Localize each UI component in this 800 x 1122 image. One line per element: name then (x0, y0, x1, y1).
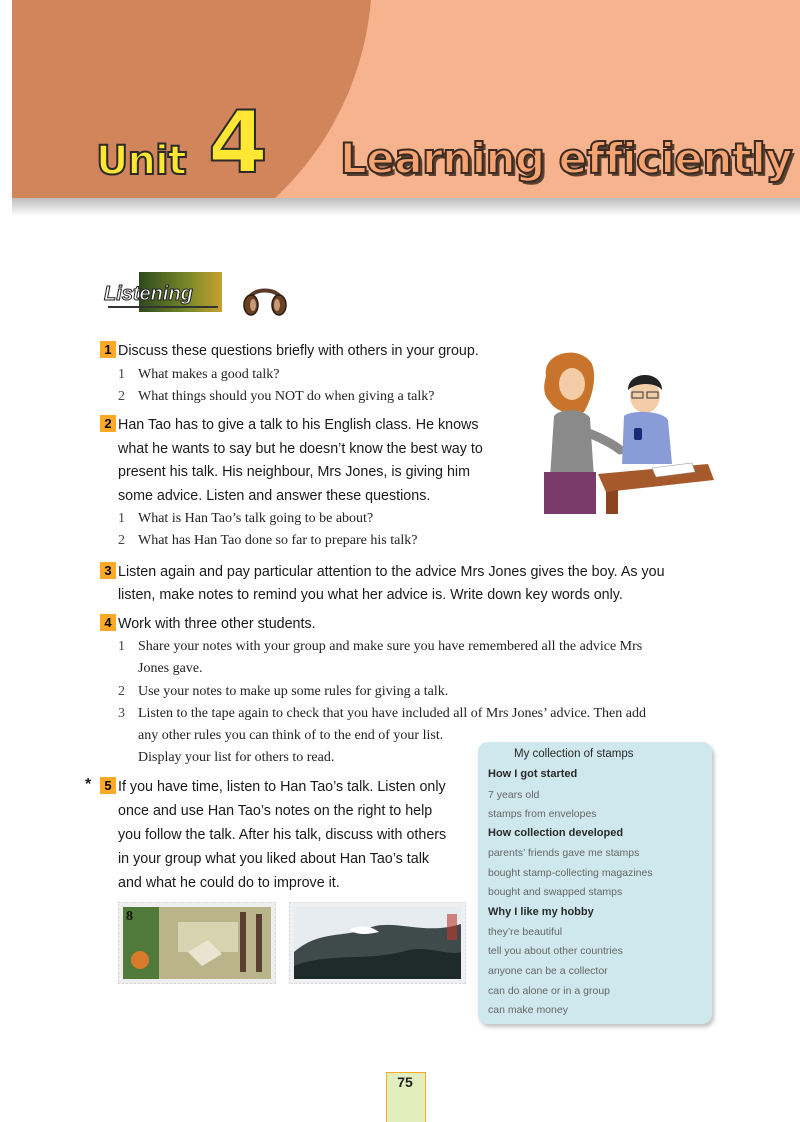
listening-underline (108, 306, 218, 308)
notes-item: they’re beautiful (488, 926, 563, 938)
unit-title: Learning efficiently (340, 134, 793, 183)
question-4: 4 Work with three other students. (100, 613, 316, 637)
question-number-badge: 2 (100, 415, 116, 432)
question-3: 3 Listen again and pay particular attention to the advice Mrs Jones gives the boy. As you (100, 561, 665, 585)
notes-item: stamps from envelopes (488, 808, 597, 820)
q4-sub-1-cont: Jones gave. (138, 661, 203, 676)
question-2: 2 Han Tao has to give a talk to his English class. He knows (100, 414, 479, 438)
optional-star: * (85, 776, 92, 793)
question-3-line: listen, make notes to remind you what her advice is. Write down key words only. (118, 587, 623, 603)
notes-item: bought stamp-collecting magazines (488, 867, 653, 879)
question-5-line: you follow the talk. After his talk, discuss with others (118, 827, 447, 843)
page-number: 75 (397, 1074, 413, 1090)
notes-item: can make money (488, 1004, 568, 1016)
question-text: Discuss these questions briefly with others in your group. (118, 343, 479, 359)
question-5: 5 If you have time, listen to Han Tao’s talk. Listen only (100, 776, 446, 800)
q4-sub-2: 2 Use your notes to make up some rules for giving a talk. (118, 684, 449, 699)
notes-heading: Why I like my hobby (488, 906, 594, 918)
notes-heading: How collection developed (488, 827, 624, 839)
q4-sub-3-cont: any other rules you can think of to the end of your list. (138, 728, 444, 743)
question-2-line: some advice. Listen and answer these questions. (118, 488, 431, 504)
question-2-line: present his talk. His neighbour, Mrs Jones, is giving him (118, 464, 471, 480)
question-number-badge: 5 (100, 777, 116, 794)
stamp-image-landscape (289, 902, 466, 984)
notes-item: anyone can be a collector (488, 965, 608, 977)
banner-circle (12, 0, 372, 198)
q2-sub-2: 2 What has Han Tao done so far to prepare his talk? (118, 533, 418, 548)
question-1 (100, 340, 479, 364)
notes-item: tell you about other countries (488, 945, 623, 957)
question-5-line: once and use Han Tao’s notes on the right to help (118, 803, 433, 819)
question-number-badge: 1 (100, 341, 116, 358)
q4-sub-1: 1 Share your notes with your group and make sure you have remembered all the advice Mrs (118, 639, 643, 654)
q1-sub-2: 2 What things should you NOT do when giving a talk? (118, 389, 435, 404)
teacher-student-illustration (532, 346, 716, 514)
notes-item: parents’ friends gave me stamps (488, 847, 640, 859)
stamp-image-painting (118, 902, 276, 984)
q4-sub-3: 3 Listen to the tape again to check that you have included all of Mrs Jones’ advice. Then add (118, 706, 646, 721)
notes-title: My collection of stamps (514, 748, 634, 760)
question-2-line: what he wants to say but he doesn’t know the best way to (118, 441, 483, 457)
stamp-notes-panel (478, 742, 712, 1024)
unit-label: Unit (96, 138, 186, 184)
question-5-line: in your group what you liked about Han Tao’s talk (118, 851, 430, 867)
question-number-badge: 3 (100, 562, 116, 579)
section-label-listening: Listening (104, 283, 193, 305)
stamp-denomination: 8 (126, 909, 133, 924)
q4-sub-3-cont: Display your list for others to read. (138, 750, 335, 765)
notes-heading: How I got started (488, 768, 578, 780)
notes-item: 7 years old (488, 789, 540, 801)
q1-sub-1: 1 What makes a good talk? (118, 367, 280, 382)
notes-item: can do alone or in a group (488, 985, 611, 997)
notes-item: bought and swapped stamps (488, 886, 623, 898)
question-5-line: and what he could do to improve it. (118, 875, 340, 891)
headphones-icon (240, 276, 290, 316)
q2-sub-1: 1 What is Han Tao’s talk going to be about? (118, 511, 374, 526)
question-number-badge: 4 (100, 614, 116, 631)
unit-number: 4 (208, 93, 268, 193)
banner-shadow (12, 198, 800, 216)
